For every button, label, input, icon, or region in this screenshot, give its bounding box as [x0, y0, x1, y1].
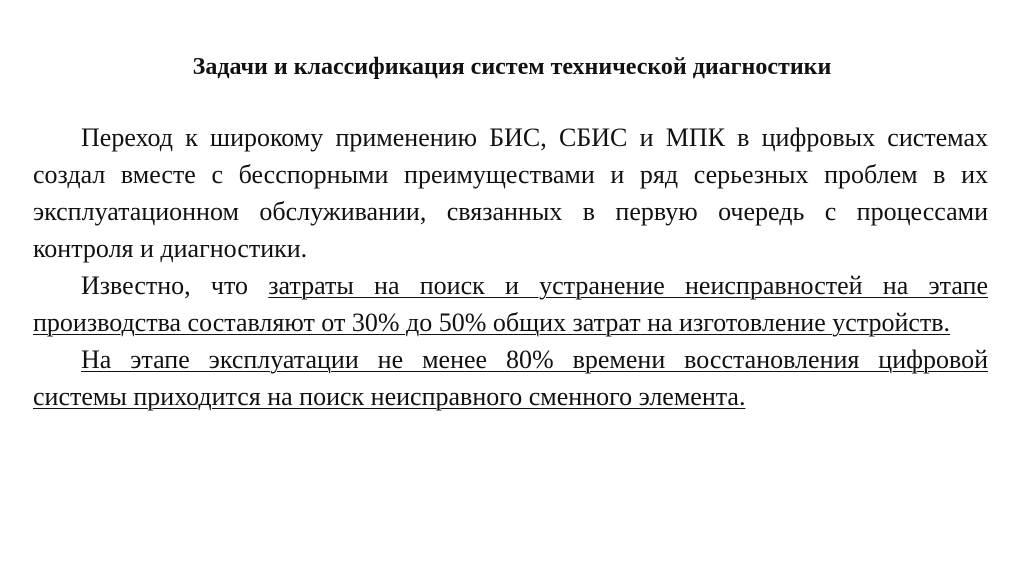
slide-body [33, 119, 988, 415]
paragraph-repair-costs-lead: Известно, что [81, 271, 269, 300]
paragraph-repair-costs-underlined: затраты на поиск и устранение неисправностей на этапе производства составляют от 30% до 50% общих затрат на изготовление устройств. [33, 271, 988, 337]
paragraph-bis-transition: Переход к широкому применению БИС, СБИС и МПК в цифровых системах создал вместе с бесспорными преимуществами и ряд серьезных проблем в их эксплуатационном обслуживании, связанных в первую очередь с процессами контроля и диагностики. [33, 123, 988, 263]
paragraph-repair-costs [33, 267, 988, 341]
paragraph-operation-time [33, 341, 988, 415]
paragraph-operation-time-underlined: На этапе эксплуатации не менее 80% времени восстановления цифровой системы приходится на поиск неисправного сменного элемента. [33, 345, 988, 411]
slide-title: Задачи и классификация систем технической диагностики [192, 54, 832, 80]
